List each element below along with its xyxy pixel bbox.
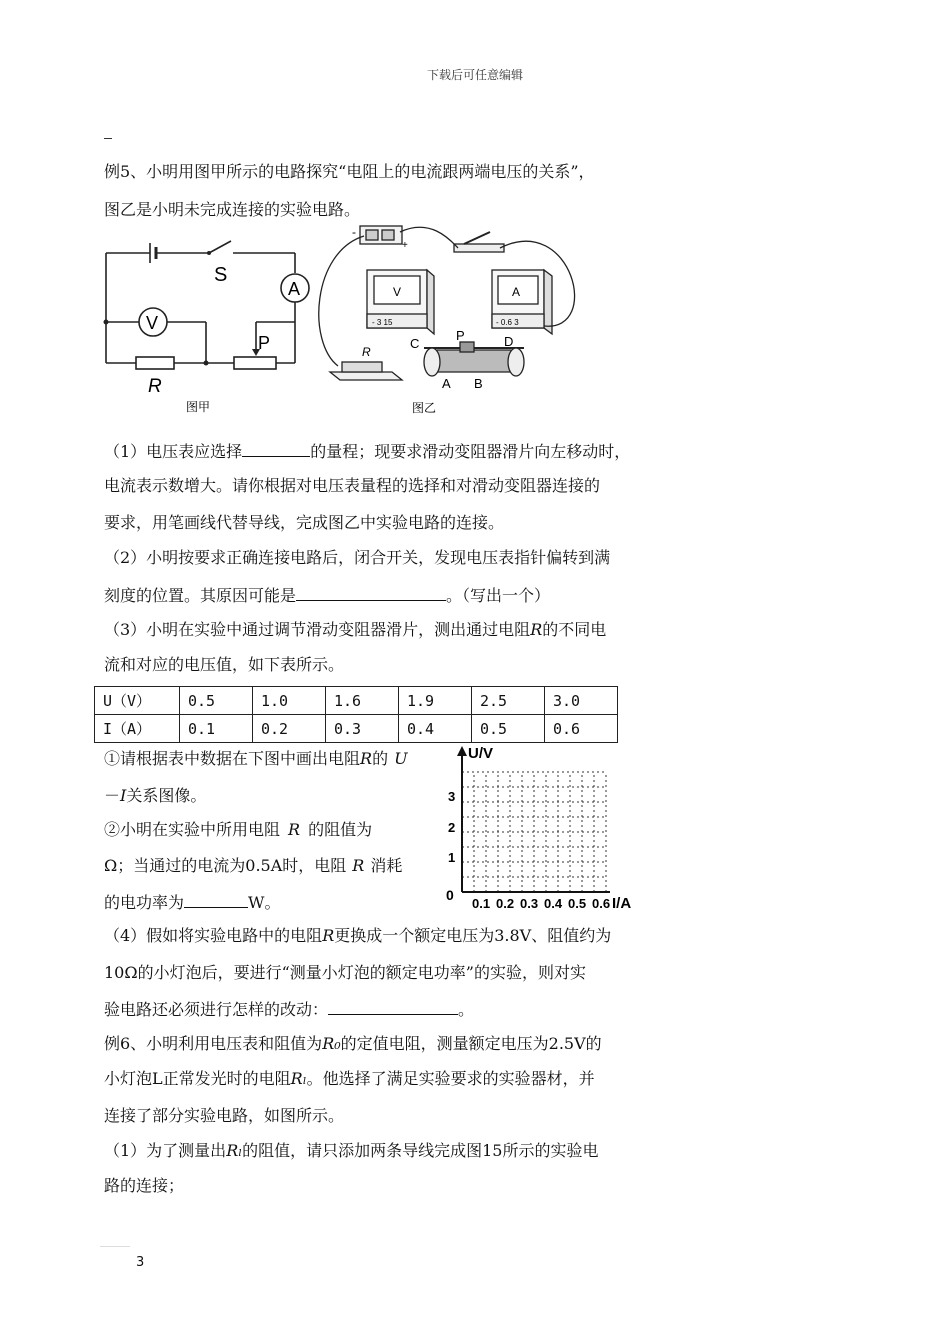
q4-var-r: R (322, 926, 335, 945)
table-cell: 0.6 (545, 715, 618, 743)
q2-text-c: 。（写出一个） (446, 586, 551, 605)
sub1-text-d: 关系图像。 (126, 786, 207, 805)
table-cell: 0.1 (180, 715, 253, 743)
voltmeter-face-label: V (393, 285, 402, 299)
ex6-text-c: 小灯泡L正常发光时的电阻 (104, 1069, 291, 1088)
table-cell: 0.5 (180, 687, 253, 715)
q1-text-a: （1）电压表应选择 (104, 442, 243, 461)
table-cell: 1.6 (326, 687, 399, 715)
x-tick-0-1: 0.1 (472, 896, 491, 911)
ex6-q1-line1 (104, 1141, 599, 1161)
q4-blank-change[interactable] (328, 998, 458, 1015)
ex6-text-a: 例6、小明利用电压表和阻值为 (104, 1034, 323, 1053)
page-header: 下载后可任意编辑 (426, 68, 523, 82)
footer-divider (100, 1246, 130, 1247)
sub1-var-u: U (394, 749, 408, 768)
ex6-q1-text-b: 的阻值，请只添加两条导线完成图15所示的实验电 (242, 1141, 599, 1160)
figure-jia-circuit (96, 235, 316, 420)
table-row (95, 687, 618, 715)
x-axis-label: I/A (612, 895, 632, 912)
ex5-q3-line1 (104, 620, 606, 640)
ex6-var-rl: Rₗ (290, 1069, 307, 1088)
ex6-q1-text-a: （1）为了测量出 (104, 1141, 227, 1160)
ex6-q1-line2: 路的连接； (104, 1176, 185, 1195)
ex5-sub1-line1 (104, 749, 408, 769)
y-axis-arrow (457, 746, 467, 756)
q4-text-d: 验电路还必须进行怎样的改动： (104, 1000, 329, 1019)
ex6-line1 (104, 1034, 602, 1054)
ex5-q3-line2: 流和对应的电压值，如下表所示。 (104, 655, 345, 674)
y-tick-2: 2 (448, 820, 456, 835)
ex5-q1-line2: 电流表示数增大。请你根据对电压表量程的选择和对滑动变阻器连接的 (104, 476, 601, 495)
q2-blank-reason[interactable] (296, 584, 446, 601)
sub1-var-i: I (120, 786, 127, 805)
margin-mark (104, 138, 112, 139)
table-cell: U（V） (95, 687, 180, 715)
x-tick-0-6: 0.6 (592, 896, 611, 911)
ex6-var-r0: R₀ (322, 1034, 341, 1053)
voltmeter-terminals: - 3 15 (372, 318, 393, 327)
graph-grid (462, 772, 606, 892)
data-table (94, 686, 618, 743)
q1-text-b: 的量程；现要求滑动变阻器滑片向左移动时， (310, 442, 631, 461)
ex5-sub2-line3 (104, 891, 280, 913)
table-cell: 1.0 (253, 687, 326, 715)
q4-text-b: 更换成一个额定电压为3.8V、阻值约为 (334, 926, 612, 945)
origin-label: 0 (446, 887, 454, 903)
rheostat-terminal-b: B (474, 376, 483, 391)
ex6-text-b: 的定值电阻，测量额定电压为2.5V的 (340, 1034, 602, 1053)
sub2-var-r2: R (352, 856, 365, 875)
resistor-label: R (148, 376, 162, 397)
ex5-q2-line1: （2）小明按要求正确连接电路后，闭合开关，发现电压表指针偏转到满 (104, 548, 611, 567)
battery-plus: + (402, 240, 408, 251)
ex5-q1-line3: 要求，用笔画线代替导线，完成图乙中实验电路的连接。 (104, 513, 505, 532)
sub1-text-a: ①请根据表中数据在下图中画出电阻 (104, 749, 361, 768)
ex5-sub2-line2 (104, 856, 402, 876)
rheostat-slider-p: P (456, 328, 465, 343)
ex6-q1-var-rl: Rₗ (226, 1141, 243, 1160)
q3-var-r: R (530, 620, 543, 639)
voltmeter-symbol-label: V (146, 313, 159, 333)
x-tick-0-4: 0.4 (544, 896, 563, 911)
table-cell: 3.0 (545, 687, 618, 715)
ex5-q2-line2 (104, 584, 550, 606)
resistor-r-label: R (362, 345, 371, 359)
sub1-dash: － (104, 786, 121, 805)
table-cell: 0.3 (326, 715, 399, 743)
q3-text-b: 的不同电 (542, 620, 607, 639)
sub2-text-d: 消耗 (370, 856, 403, 875)
figure-yi-apparatus (312, 222, 587, 422)
sub2-text-e: 的电功率为 (104, 893, 185, 912)
sub1-text-b: 的 (372, 749, 389, 768)
sub1-var-r: R (360, 749, 373, 768)
ex5-q4-line3 (104, 998, 474, 1020)
q3-text-a: （3）小明在实验中通过调节滑动变阻器滑片，测出通过电阻 (104, 620, 531, 639)
ex5-q4-line2: 10Ω的小灯泡后，要进行“测量小灯泡的额定电功率”的实验，则对实 (104, 963, 586, 982)
ammeter-symbol-label: A (288, 279, 301, 299)
table-cell: 0.5 (472, 715, 545, 743)
q2-text-b: 刻度的位置。其原因可能是 (104, 586, 297, 605)
rheostat-terminal-a: A (442, 376, 451, 391)
x-tick-0-5: 0.5 (568, 896, 587, 911)
ex5-sub2-line1 (104, 820, 372, 840)
sub2-text-f: W。 (248, 893, 281, 912)
sub2-text-a: ②小明在实验中所用电阻 (104, 820, 281, 839)
q1-blank-range[interactable] (242, 440, 310, 457)
ex6-text-d: 。他选择了满足实验要求的实验器材，并 (306, 1069, 595, 1088)
rheostat-terminal-d: D (504, 334, 514, 349)
battery-minus: - (352, 225, 356, 239)
ammeter-face-label: A (512, 285, 521, 299)
table-cell: 1.9 (399, 687, 472, 715)
ex6-line3: 连接了部分实验电路，如图所示。 (104, 1106, 345, 1125)
q4-text-a: （4）假如将实验电路中的电阻 (104, 926, 323, 945)
ui-graph (440, 742, 640, 914)
ex5-q4-line1 (104, 926, 611, 946)
table-cell: 0.4 (399, 715, 472, 743)
ex5-intro-line1: 例5、小明用图甲所示的电路探究“电阻上的电流跟两端电压的关系”， (104, 162, 595, 181)
rheostat-terminal-c: C (410, 336, 420, 351)
ex5-sub1-line2 (104, 786, 206, 806)
table-cell: 2.5 (472, 687, 545, 715)
ex6-line2 (104, 1069, 595, 1089)
table-cell: 0.2 (253, 715, 326, 743)
table-row (95, 715, 618, 743)
ammeter-terminals: - 0.6 3 (496, 318, 519, 327)
ex5-q1-line1 (104, 440, 630, 462)
q4-text-e: 。 (458, 1000, 475, 1019)
y-tick-1: 1 (448, 850, 456, 865)
figure-jia-caption: 图甲 (186, 400, 211, 414)
sub2-text-c: Ω；当通过的电流为0.5A时，电阻 (104, 856, 347, 875)
switch-label: S (214, 264, 228, 286)
slider-label: P (258, 333, 271, 353)
sub2-blank-power[interactable] (184, 891, 248, 908)
x-tick-0-3: 0.3 (520, 896, 539, 911)
y-axis-label: U/V (468, 745, 494, 762)
sub2-var-r: R (288, 820, 301, 839)
sub2-text-b: 的阻值为 (308, 820, 373, 839)
table-cell: I（A） (95, 715, 180, 743)
figure-yi-caption: 图乙 (412, 401, 437, 415)
ex5-intro-line2: 图乙是小明未完成连接的实验电路。 (104, 200, 361, 219)
x-tick-0-2: 0.2 (496, 896, 515, 911)
y-tick-3: 3 (448, 789, 456, 804)
page-number: 3 (136, 1255, 145, 1270)
